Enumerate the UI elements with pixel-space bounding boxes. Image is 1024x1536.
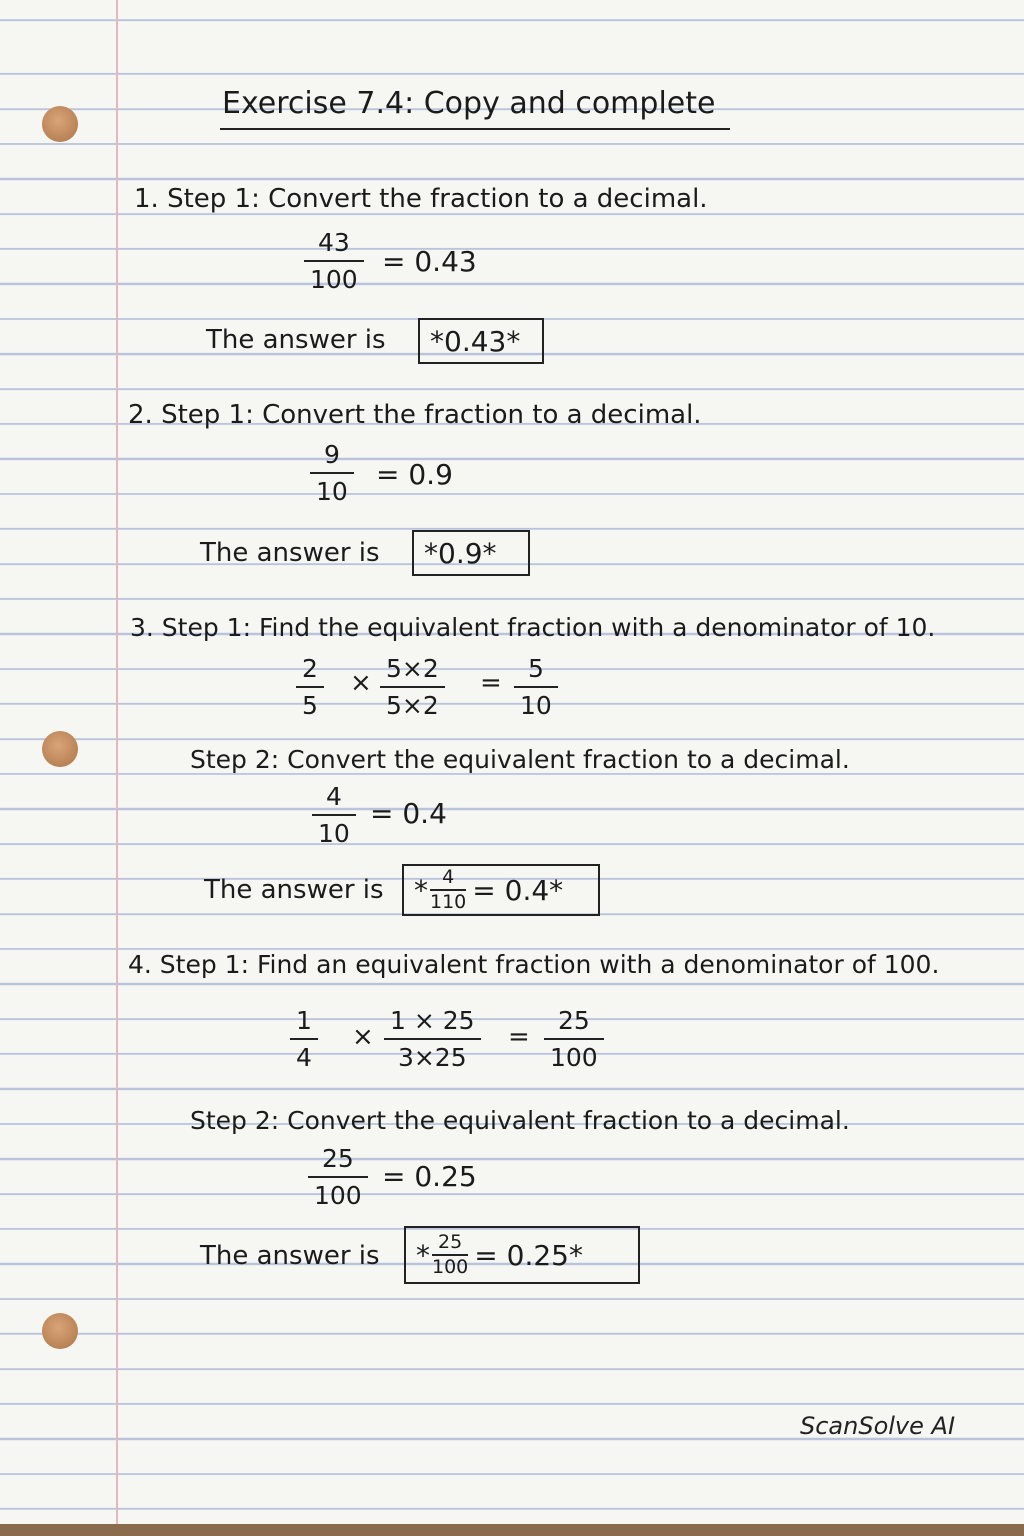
times-sign: × xyxy=(350,668,372,698)
margin-line xyxy=(116,0,118,1524)
problem-4-step-2: Step 2: Convert the equivalent fraction to a decimal. xyxy=(190,1106,850,1135)
problem-4-fraction: 25 100 xyxy=(308,1146,368,1208)
problem-1-answer: *0.43* xyxy=(430,324,521,358)
problem-3-answer-label: The answer is xyxy=(204,875,384,905)
problem-2-result: = 0.9 xyxy=(376,458,453,491)
binder-hole-icon xyxy=(42,731,78,767)
problem-3-fraction-2: 5×2 5×2 xyxy=(380,656,445,718)
numerator: 43 xyxy=(317,228,350,257)
problem-4-fraction-1: 1 4 xyxy=(290,1008,318,1070)
problem-2-answer-label: The answer is xyxy=(200,538,380,568)
problem-2-answer: *0.9* xyxy=(424,536,497,570)
problem-4-step-1: 4. Step 1: Find an equivalent fraction with a denominator of 100. xyxy=(128,950,940,979)
page-title: Exercise 7.4: Copy and complete xyxy=(222,86,716,121)
equals-sign: = xyxy=(480,668,502,698)
problem-3-fraction: 4 10 xyxy=(312,784,356,846)
problem-2-step-1: 2. Step 1: Convert the fraction to a decimal. xyxy=(128,400,702,430)
problem-1-answer-label: The answer is xyxy=(206,325,386,355)
problem-1-result: = 0.43 xyxy=(382,245,477,278)
problem-1-fraction xyxy=(304,230,364,292)
problem-3-fraction-3: 5 10 xyxy=(514,656,558,718)
problem-4-fraction-2: 1 × 25 3×25 xyxy=(384,1008,481,1070)
problem-1-step-1: 1. Step 1: Convert the fraction to a decimal. xyxy=(134,184,708,214)
problem-4-answer-box: * $\frac{25}{100}$ = 0.25* xyxy=(404,1226,640,1284)
binder-hole-icon xyxy=(42,106,78,142)
denominator: 100 xyxy=(310,265,358,294)
denominator: 10 xyxy=(316,477,348,506)
numerator: 9 xyxy=(323,440,340,469)
answer-fraction: $\frac{4}{110}$ xyxy=(430,866,467,913)
problem-3-result: = 0.4 xyxy=(370,797,447,830)
answer-fraction: $\frac{25}{100}$ xyxy=(432,1231,469,1278)
problem-3-step-2: Step 2: Convert the equivalent fraction to a decimal. xyxy=(190,745,850,774)
problem-3-step-1: 3. Step 1: Find the equivalent fraction with a denominator of 10. xyxy=(130,613,936,642)
binder-hole-icon xyxy=(42,1313,78,1349)
equals-sign: = xyxy=(508,1022,530,1052)
times-sign: × xyxy=(352,1022,374,1052)
problem-1-answer-box xyxy=(418,318,544,364)
title-underline xyxy=(220,128,730,130)
problem-4-answer-label: The answer is xyxy=(200,1241,380,1271)
watermark-label: ScanSolve AI xyxy=(800,1412,956,1440)
problem-4-fraction-3: 25 100 xyxy=(544,1008,604,1070)
problem-2-fraction xyxy=(310,442,354,504)
problem-4-result: = 0.25 xyxy=(382,1160,477,1193)
problem-3-fraction-1: 2 5 xyxy=(296,656,324,718)
problem-3-answer-box: * $\frac{4}{110}$ = 0.4* xyxy=(402,864,600,916)
problem-2-answer-box xyxy=(412,530,530,576)
